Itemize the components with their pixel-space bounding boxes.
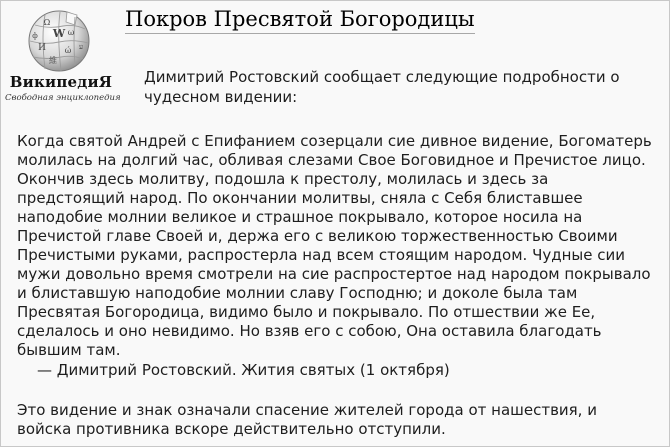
- globe-glyph-4: ω: [67, 28, 75, 37]
- quote-paragraph: Когда святой Андрей с Епифанием созерцали сие дивное видение, Богоматерь молилась на долгий час, обливая слезами Свое Боговидное и Пречистое лицо. Окончив здесь молитву, подошла к престолу, молилась и здесь за предстоящий народ. По окончании молитвы, сняла с Себя блиставшее наподобие молнии великое и страшное покрывало, которое носила на Пречистой главе Своей и, держа его с великою торжественностью Своими Пречистыми руками, распростерла над всем стоящим народом. Чудные сии мужи довольно время смотрели на сие распростертое над народом покрывало и блиставшую наподобие молнии славу Господню; и доколе была там Пресвятая Богородица, видимо было и покрывало. По отшествии же Ее, сделалось и оно невидимо. Но взяв его с собою, Она оставила благодать бывшим там.: [17, 132, 652, 359]
- wikipedia-globe-icon: [5, 5, 113, 73]
- globe-glyph-1: Ω: [43, 18, 51, 27]
- wikipedia-tagline: Свободная энциклопедия: [5, 93, 121, 103]
- globe-glyph-7: ע: [79, 43, 83, 51]
- intro-paragraph: Димитрий Ростовский сообщает следующие подробности о чудесном видении:: [144, 68, 620, 106]
- globe-glyph-8: ф: [32, 32, 38, 40]
- globe-glyph-2: W: [52, 27, 66, 40]
- quote-attribution: — Димитрий Ростовский. Жития святых (1 октября): [37, 361, 450, 379]
- wikipedia-wordmark: ВикипедиЯ: [9, 73, 113, 91]
- globe-glyph-6: 維: [49, 56, 57, 65]
- conclusion-paragraph: Это видение и знак означали спасение жителей города от нашествия, и войска противника вскоре действительно отступили.: [17, 401, 597, 438]
- wikipedia-logo[interactable]: [5, 5, 121, 117]
- page-title: Покров Пресвятой Богородицы: [125, 7, 475, 34]
- globe-glyph-3: И: [38, 43, 46, 53]
- globe-glyph-5: ώ: [64, 46, 72, 55]
